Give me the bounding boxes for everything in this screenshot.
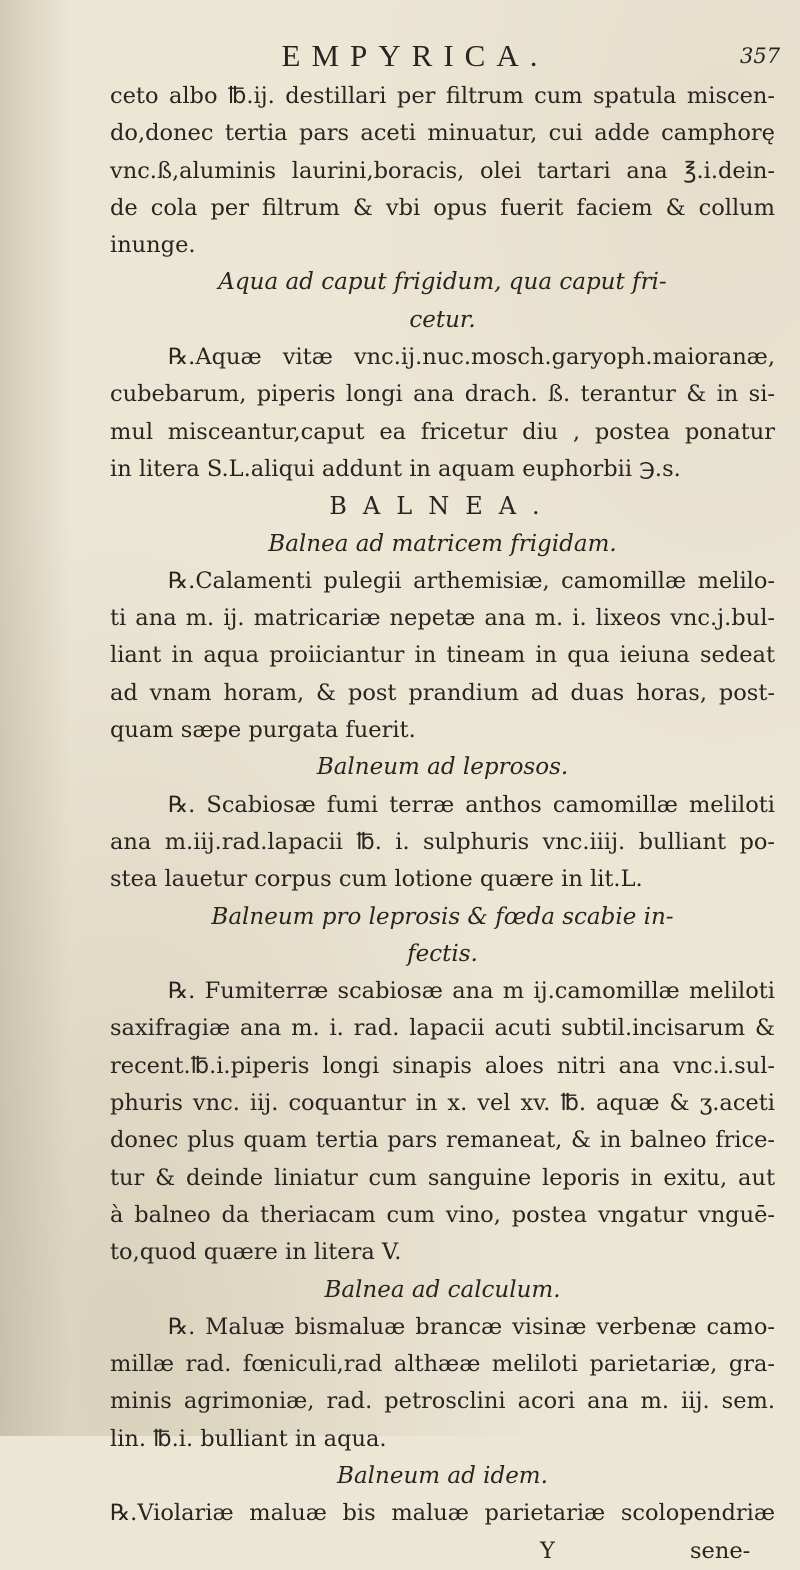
text-line: in litera S.L.aliqui addunt in aquam euphorbii ℈.s. bbox=[110, 455, 681, 482]
signature-mark: Y bbox=[540, 1537, 555, 1564]
text-line: millæ rad. fœniculi,rad althææ meliloti parietariæ, gra- bbox=[110, 1351, 775, 1378]
recipe-line: ℞. Scabiosæ fumi terræ anthos camomillæ meliloti bbox=[168, 791, 775, 818]
text-line: inunge. bbox=[110, 232, 196, 259]
section-heading: Aqua ad caput frigidum, qua caput fri- bbox=[218, 269, 667, 296]
section-heading: Balneum pro leprosis & fœda scabie in- bbox=[211, 903, 674, 930]
text-line: saxifragiæ ana m. i. rad. lapacii acuti subtil.incisarum & bbox=[110, 1015, 775, 1042]
section-heading: Balneum ad idem. bbox=[337, 1462, 548, 1489]
page-header bbox=[0, 38, 800, 78]
text-line: ana m.iij.rad.lapacii ℔. i. sulphuris vnc.iiij. bulliant po- bbox=[110, 828, 775, 855]
catchword-line bbox=[110, 1533, 775, 1570]
text-line: liant in aqua proiiciantur in tineam in qua ieiuna sedeat bbox=[110, 642, 775, 669]
recipe-line: ℞. Fumiterræ scabiosæ ana m ij.camomillæ meliloti bbox=[168, 978, 775, 1005]
section-heading: Balneum ad leprosos. bbox=[316, 754, 569, 781]
catchword: sene- bbox=[690, 1537, 751, 1564]
page-gutter-shadow bbox=[0, 0, 70, 1436]
text-line: ceto albo ℔.ij. destillari per filtrum cum spatula miscen- bbox=[110, 83, 775, 109]
text-line: donec plus quam tertia pars remaneat, & in balneo frice- bbox=[110, 1127, 775, 1154]
page-text-block bbox=[110, 78, 775, 1570]
recipe-line: ℞. Maluæ bismaluæ brancæ visinæ verbenæ camo- bbox=[168, 1313, 775, 1340]
running-title: EMPYRICA. bbox=[281, 38, 549, 73]
recipe-line: ℞.Aquæ vitæ vnc.ij.nuc.mosch.garyoph.maioranæ, bbox=[168, 344, 775, 371]
text-line: to,quod quære in litera V. bbox=[110, 1239, 402, 1266]
text-line: minis agrimoniæ, rad. petrosclini acori ana m. iij. sem. bbox=[110, 1388, 775, 1415]
text-line: vnc.ß,aluminis laurini,boracis, olei tartari ana ℥.i.dein- bbox=[110, 157, 775, 184]
text-line: phuris vnc. iij. coquantur in x. vel xv. ℔. aquæ & ʒ.aceti bbox=[110, 1090, 775, 1117]
text-line: de cola per filtrum & vbi opus fuerit faciem & collum bbox=[110, 194, 775, 221]
text-line: quam sæpe purgata fuerit. bbox=[110, 717, 416, 744]
page-number: 357 bbox=[740, 44, 781, 68]
recipe-line: ℞.Calamenti pulegii arthemisiæ, camomillæ melilo- bbox=[168, 567, 775, 594]
chapter-heading: BALNEA. bbox=[329, 492, 556, 521]
text-line: à balneo da theriacam cum vino, postea vngatur vnguē- bbox=[110, 1201, 775, 1228]
text-line: mul misceantur,caput ea fricetur diu , postea ponatur bbox=[110, 418, 775, 445]
section-heading: fectis. bbox=[407, 940, 478, 967]
section-heading: Balnea ad calculum. bbox=[324, 1276, 561, 1303]
text-line: ti ana m. ij. matricariæ nepetæ ana m. i. lixeos vnc.j.bul- bbox=[110, 605, 775, 632]
text-line: ad vnam horam, & post prandium ad duas horas, post- bbox=[110, 679, 775, 706]
text-line: do,donec tertia pars aceti minuatur, cui adde camphorę bbox=[110, 120, 775, 147]
text-line: cubebarum, piperis longi ana drach. ß. terantur & in si- bbox=[110, 381, 775, 408]
text-line: stea lauetur corpus cum lotione quære in lit.L. bbox=[110, 866, 643, 893]
section-heading: cetur. bbox=[409, 306, 476, 333]
text-line: tur & deinde liniatur cum sanguine leporis in exitu, aut bbox=[110, 1164, 775, 1191]
text-line: recent.℔.i.piperis longi sinapis aloes nitri ana vnc.i.sul- bbox=[110, 1052, 775, 1079]
text-line: lin. ℔.i. bulliant in aqua. bbox=[110, 1425, 387, 1452]
section-heading: Balnea ad matricem frigidam. bbox=[268, 530, 617, 557]
recipe-line: ℞.Violariæ maluæ bis maluæ parietariæ scolopendriæ bbox=[110, 1500, 775, 1527]
